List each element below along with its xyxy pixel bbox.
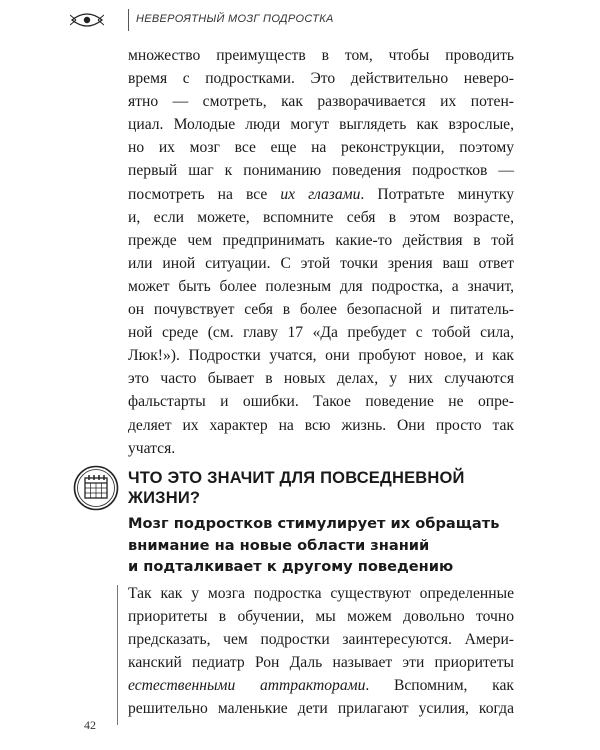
paragraph-2 [128,582,514,721]
text-segment: . Потратьте минутку [360,185,514,203]
paragraph-1 [128,44,514,460]
text-line: циал. Молодые люди могут выглядеть как взрослые, [128,116,514,134]
text-line [128,674,514,697]
text-line [128,183,514,206]
eye-icon [70,11,104,29]
text-line: первый шаг к пониманию поведения подростков — [128,162,514,180]
running-title: НЕВЕРОЯТНЫЙ МОЗГ ПОДРОСТКА [136,13,334,25]
text-line: Так как у мозга подростка существуют определенные [128,585,514,602]
calendar-icon [73,465,119,511]
section-heading: ЧТО ЭТО ЗНАЧИТ ДЛЯ ПОВСЕДНЕВНОЙ ЖИЗНИ? [128,469,465,507]
italic-phrase: естественными аттракторами [128,677,366,695]
page-header [22,6,582,32]
text-line: учатся. [128,439,176,457]
text-line: приоритеты в обучении, мы можем довольно точно [128,608,514,626]
text-line: деляет их характер на всю жизнь. Они просто так [128,416,514,434]
text-line: время с подростками. Это действительно неверо- [128,70,514,88]
text-line: и, если можете, вспомните себя в этом возрасте, [128,208,514,226]
text-line: это часто бывает в новых делах, у них случаются [128,370,514,388]
subheading-line: Мозг подростков стимулирует их обращать [128,515,500,532]
text-line: прежде чем предпринимать какие-то действия в той [128,231,514,249]
text-line: Люк!»). Подростки учатся, они пробуют новое, и как [128,347,514,365]
side-rule [117,585,118,725]
text-line: предсказать, чем подростки заинтересуются. Амери- [128,631,514,649]
subheading-line: и подталкивает к другому поведению [128,558,454,575]
header-divider [128,9,129,31]
subheading-line: внимание на новые области знаний [128,536,430,554]
text-line: может быть более полезным для подростка, а значит, [128,277,514,295]
text-line: но их мозг все еще на реконструкции, поэтому [128,139,514,157]
text-line: ной среде (см. главу 17 «Да пребудет с тобой сила, [128,324,514,342]
text-line: фальстарты и ошибки. Такое поведение не опре- [128,393,514,411]
text-line: канский педиатр Рон Даль называет эти приоритеты [128,654,514,672]
text-line: ятно — смотреть, как разворачивается их потен- [128,93,514,111]
text-segment: посмотреть на все [128,185,281,203]
text-line: или иной ситуации. С этой точки зрения ваш ответ [128,254,514,272]
text-line: он почувствует себя в более безопасной и питатель- [128,301,514,319]
subheading [128,513,528,578]
text-line: множество преимуществ в том, чтобы проводить [128,47,514,64]
text-segment: . Вспомним, как [365,677,514,695]
text-line: решительно маленькие дети прилагают усилия, когда [128,700,514,718]
italic-phrase: их глазами [280,185,361,203]
page-number: 42 [84,718,96,732]
